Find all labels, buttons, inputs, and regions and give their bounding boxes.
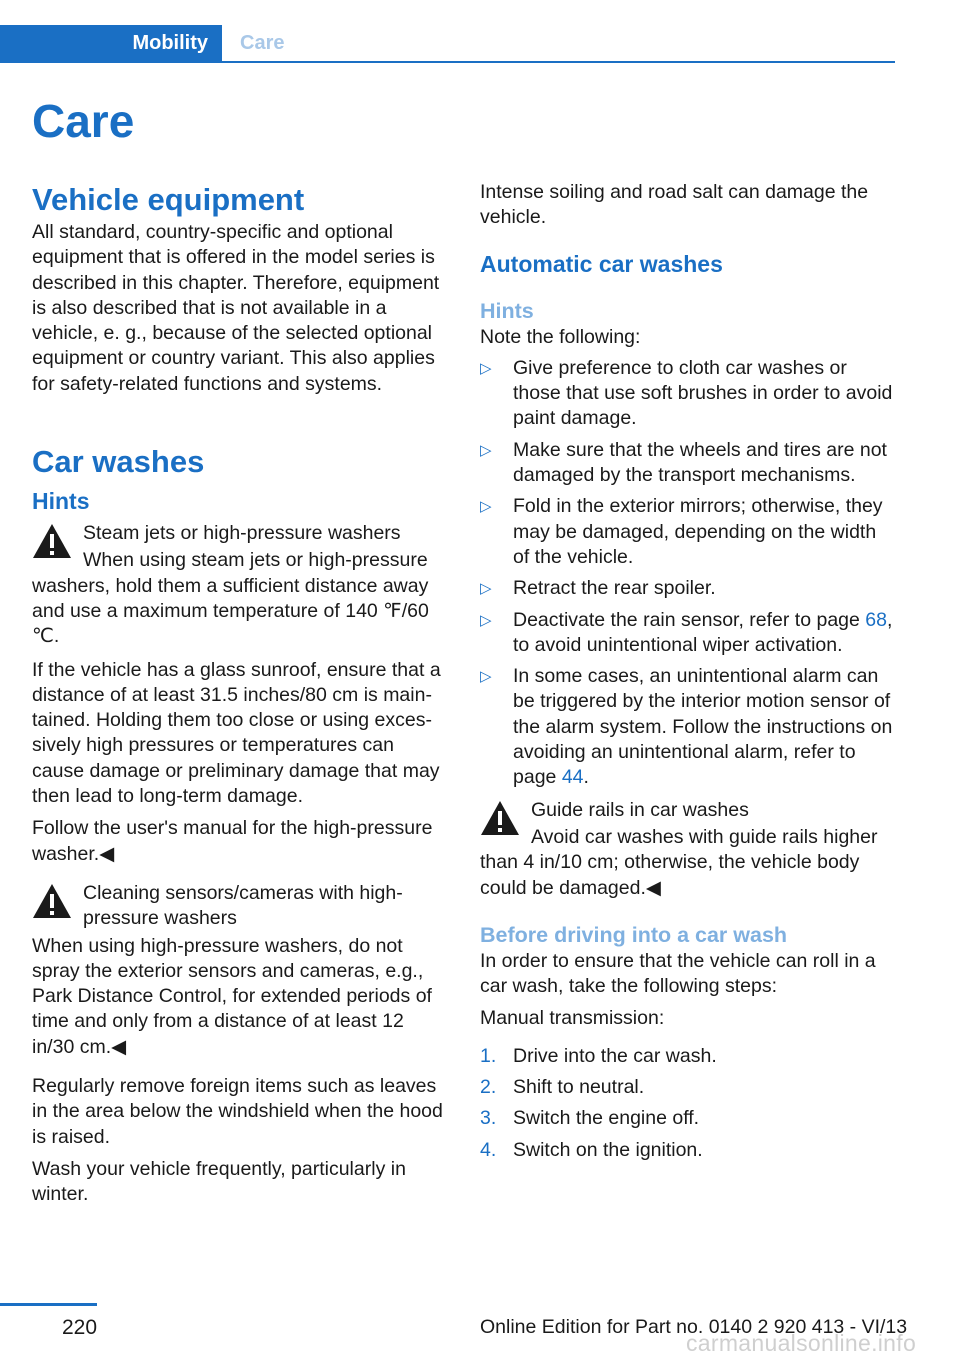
list-item: ▷ Give preference to cloth car washes or those that use soft brushes in order to avoid paint damage. <box>480 356 893 430</box>
bullet-icon: ▷ <box>480 498 492 516</box>
warning-triangle-icon <box>480 800 520 836</box>
bullet-icon: ▷ <box>480 611 492 629</box>
hints-subheading: Hints <box>480 298 534 323</box>
automatic-car-washes-heading: Automatic car washes <box>480 250 723 277</box>
wash-paragraph: Wash your vehicle frequently, particularly in winter. <box>32 1157 406 1206</box>
vehicle-equipment-heading: Vehicle equipment <box>32 182 305 217</box>
car-wash-bullet-list <box>480 356 895 791</box>
list-item: 1. Drive into the car wash. <box>480 1044 717 1067</box>
warning-text: Avoid car washes with guide rails higher than 4 in/10 cm; otherwise, the vehicle body could be damaged.◀ <box>480 825 878 899</box>
before-car-wash-heading: Before driving into a car wash <box>480 922 788 947</box>
note-text: Note the following: <box>480 325 641 348</box>
list-item: ▷ In some cases, an unintentional alarm can be triggered by the interior motion sensor of the alarm system. Follow the instructions on avoiding an unintentional alarm, refer to page 44. <box>480 665 893 789</box>
list-item: ▷ Fold in the exterior mirrors; otherwise, they may be damaged, depending on the width of the vehicle. <box>480 495 883 568</box>
tab-care[interactable]: Care <box>240 32 285 54</box>
left-column <box>32 180 446 1215</box>
warning-title: Cleaning sensors/cameras with high-pressure washers <box>83 881 403 930</box>
edition-note: Online Edition for Part no. 0140 2 920 413 - VI/13 <box>480 1316 908 1338</box>
warning-guide-rails <box>480 798 895 823</box>
watermark: carmanualsonline.info <box>686 1330 917 1356</box>
sunroof-paragraph: If the vehicle has a glass sunroof, ensure that a distance of at least 31.5 inches/80 cm is maintained. Holding them too close or using excessively high pressures or temperatures can cause damage or preliminary damage that may then lead to long-term damage. <box>32 658 441 808</box>
before-car-wash-text: In order to ensure that the vehicle can roll in a car wash, take the following steps: <box>480 949 876 998</box>
list-item: 3. Switch the engine off. <box>480 1107 700 1130</box>
page-number: 220 <box>62 1316 98 1339</box>
footer-rule <box>0 1303 97 1306</box>
list-item: ▷ Deactivate the rain sensor, refer to page 68, to avoid unintentional wiper activation. <box>480 608 893 656</box>
road-salt-paragraph: Intense soiling and road salt can damage the vehicle. <box>480 181 869 229</box>
list-item: ▷ Retract the rear spoiler. <box>480 576 895 601</box>
list-item: 4. Switch on the ignition. <box>480 1138 703 1161</box>
bullet-icon: ▷ <box>480 441 492 459</box>
warning-sensors <box>32 881 446 932</box>
manual-transmission-label: Manual transmission: <box>480 1007 665 1030</box>
warning-title: Guide rails in car washes <box>531 798 749 821</box>
warning-steam-jets <box>32 521 446 546</box>
header-tab-bar <box>0 25 895 63</box>
warning-text: When using high-pressure washers, do not spray the exterior sensors and cameras, e.g., Park Distance Control, for extended periods of time and only from a distance of at least 12 in/30 cm.◀ <box>32 934 432 1058</box>
warning-triangle-icon <box>32 883 72 919</box>
leaves-paragraph: Regularly remove foreign items such as leaves in the area below the windshield when the hood is raised. <box>32 1075 443 1148</box>
warning-text: When using steam jets or high-pressure washers, hold them a sufficient distance away and use a maximum temperature of 140 ℉/60 ℃. <box>32 549 429 648</box>
page-title: Care <box>32 95 135 147</box>
list-item: ▷ Make sure that the wheels and tires are not damaged by the transport mechanisms. <box>480 438 887 487</box>
right-column <box>480 180 895 1170</box>
bullet-icon: ▷ <box>480 580 492 598</box>
page-link-44[interactable]: 44 <box>561 766 584 789</box>
manual-transmission-steps <box>480 1044 895 1163</box>
hints-heading: Hints <box>32 488 90 515</box>
warning-title: Steam jets or high-pressure washers <box>83 522 401 545</box>
tab-mobility[interactable]: Mobility <box>0 25 222 61</box>
bullet-icon: ▷ <box>480 359 492 377</box>
manual-paragraph: Follow the user's manual for the high-pressure washer.◀ <box>32 817 433 865</box>
warning-triangle-icon <box>32 523 72 559</box>
page-link-68[interactable]: 68 <box>865 608 887 631</box>
bullet-icon: ▷ <box>480 668 492 686</box>
vehicle-equipment-text: All standard, country-specific and optional equipment that is offered in the model series is described in this chapter. Therefore, equipment is also described that is not available in a vehicle, e. g., because of the selected optional equipment or country variant. This also applies for safety-related functions and systems. <box>32 221 440 395</box>
list-item: 2. Shift to neutral. <box>480 1076 645 1099</box>
car-washes-heading: Car washes <box>32 444 205 480</box>
